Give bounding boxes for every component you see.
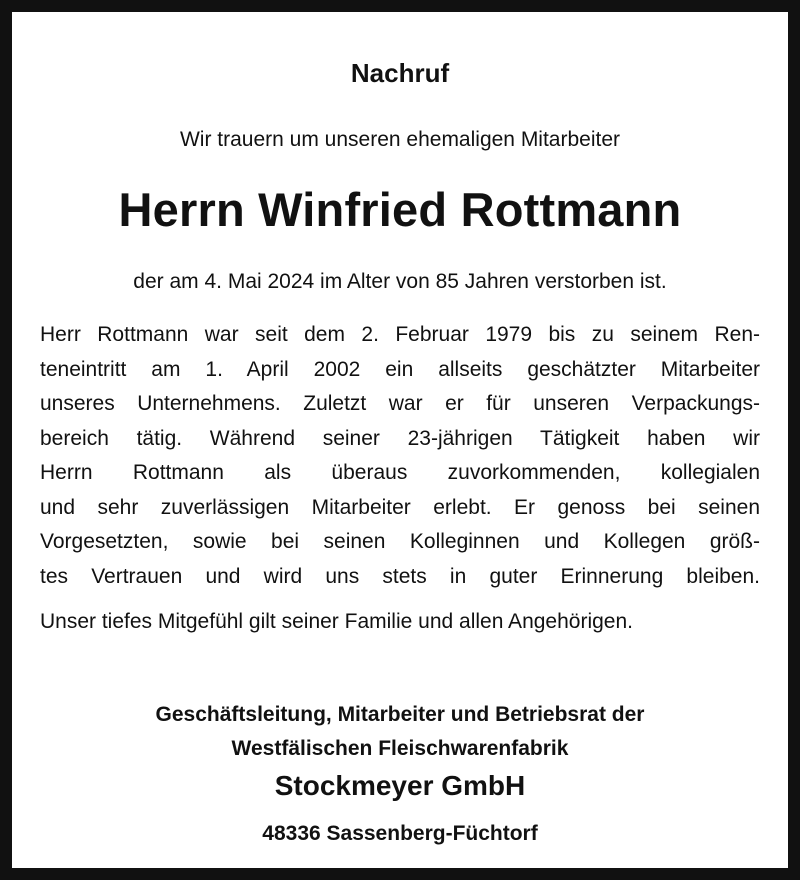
condolence-line: Unser tiefes Mitgefühl gilt seiner Familie und allen Angehörigen. bbox=[40, 610, 633, 633]
body-line: Herr Rottmann war seit dem 2. Februar 1979 bis zu seinem Ren- bbox=[40, 323, 760, 346]
body-line: unseres Unternehmens. Zuletzt war er für unseren Verpackungs- bbox=[40, 392, 760, 415]
obituary-body bbox=[40, 318, 760, 594]
company-name: Stockmeyer GmbH bbox=[274, 770, 526, 801]
deceased-name: Herrn Winfried Rottmann bbox=[118, 183, 682, 236]
company-city: 48336 Sassenberg-Füchtorf bbox=[262, 822, 538, 845]
signers-line: Geschäftsleitung, Mitarbeiter und Betriebsrat der bbox=[155, 703, 645, 726]
obituary-heading: Nachruf bbox=[350, 58, 450, 88]
body-line: tes Vertrauen und wird uns stets in guter Erinnerung bleiben. bbox=[40, 564, 760, 588]
body-line: bereich tätig. Während seiner 23-jährigen Tätigkeit haben wir bbox=[40, 426, 760, 450]
body-line: und sehr zuverlässigen Mitarbeiter erlebt. Er genoss bei seinen bbox=[40, 495, 760, 519]
signers-block bbox=[40, 698, 760, 766]
death-date-line: der am 4. Mai 2024 im Alter von 85 Jahren verstorben ist. bbox=[133, 270, 667, 293]
intro-line: Wir trauern um unseren ehemaligen Mitarbeiter bbox=[179, 128, 621, 151]
body-line: Herrn Rottmann als überaus zuvorkommenden, kollegialen bbox=[40, 461, 760, 484]
signers-line: Westfälischen Fleischwarenfabrik bbox=[231, 737, 569, 760]
body-line: Vorgesetzten, sowie bei seinen Kolleginnen und Kollegen größ- bbox=[40, 530, 760, 553]
body-line: teneintritt am 1. April 2002 ein allseits geschätzter Mitarbeiter bbox=[40, 357, 760, 381]
